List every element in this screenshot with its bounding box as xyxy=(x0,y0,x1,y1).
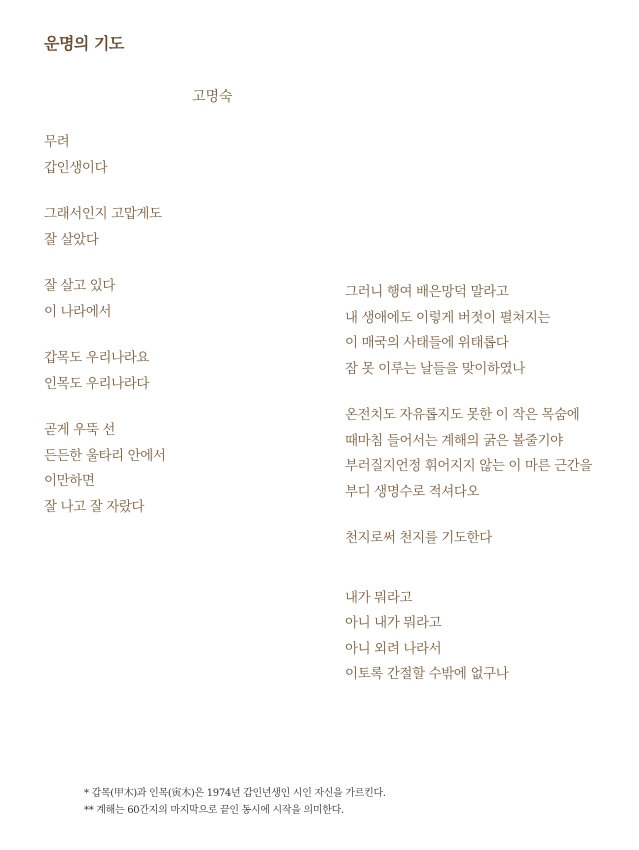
poem-line: 때마침 들어서는 계해의 굵은 볼줄기야 xyxy=(345,432,563,449)
stanza xyxy=(44,418,166,520)
stanza xyxy=(345,586,592,688)
poem-line: 부디 생명수로 적셔다오 xyxy=(345,483,480,500)
poem-line: 이토록 간절할 수밖에 없구나 xyxy=(345,666,509,682)
poem-line: 곧게 우뚝 선 xyxy=(44,422,115,438)
poem-line: 무려 xyxy=(44,134,70,150)
left-column xyxy=(44,130,166,520)
poem-line: 이만하면 xyxy=(44,473,95,489)
poem-line: 잘 나고 잘 자랐다 xyxy=(44,498,145,515)
poem-line: 이 매국의 사태들에 위태롭다 xyxy=(345,335,509,351)
poem-line: 이 나라에서 xyxy=(44,303,112,320)
stanza xyxy=(44,346,166,397)
poem-line: 잘 살고 있다 xyxy=(44,278,115,294)
poem-line: 그러니 행여 배은망덕 말라고 xyxy=(345,284,509,300)
stanza xyxy=(44,274,166,325)
poem-author: 고명숙 xyxy=(192,89,233,105)
poem-line: 온전치도 자유롭지도 못한 이 작은 목숨에 xyxy=(345,407,580,423)
poem-line: 내 생애에도 이렇게 버젓이 펼쳐지는 xyxy=(345,309,551,326)
poem-line: 갑목도 우리나라요 xyxy=(44,350,150,366)
footnotes xyxy=(84,785,386,819)
poem-line: 아니 외려 나라서 xyxy=(345,640,442,657)
poem-line: 잘 살았다 xyxy=(44,231,99,248)
poem-line: 부러질지언정 휘어지지 않는 이 마른 근간을 xyxy=(345,458,592,474)
poem-line: 든든한 울타리 안에서 xyxy=(44,447,166,464)
poem-line: 내가 뭐라고 xyxy=(345,589,413,606)
poem-line: 잠 못 이루는 날들을 맞이하였나 xyxy=(345,360,525,377)
stanza xyxy=(44,130,166,181)
stanza xyxy=(345,280,592,382)
right-column xyxy=(345,280,592,688)
poem-line: 천지로써 천지를 기도한다 xyxy=(345,530,492,546)
stanza xyxy=(44,202,166,253)
poem-line: 인목도 우리나라다 xyxy=(44,375,150,392)
poem-title: 운명의 기도 xyxy=(44,34,124,53)
poem-line: 그래서인지 고맙게도 xyxy=(44,206,162,222)
poem-line: 아니 내가 뭐라고 xyxy=(345,615,442,631)
footnote: ** 계해는 60간지의 마지막으로 끝인 동시에 시작을 의미한다. xyxy=(84,805,344,816)
stanza xyxy=(345,526,592,552)
stanza xyxy=(345,403,592,505)
footnote: * 갑목(甲木)과 인목(寅木)은 1974년 갑인년생인 시인 자신을 가르킨다. xyxy=(84,788,386,799)
poem-line: 갑인생이다 xyxy=(44,159,108,176)
